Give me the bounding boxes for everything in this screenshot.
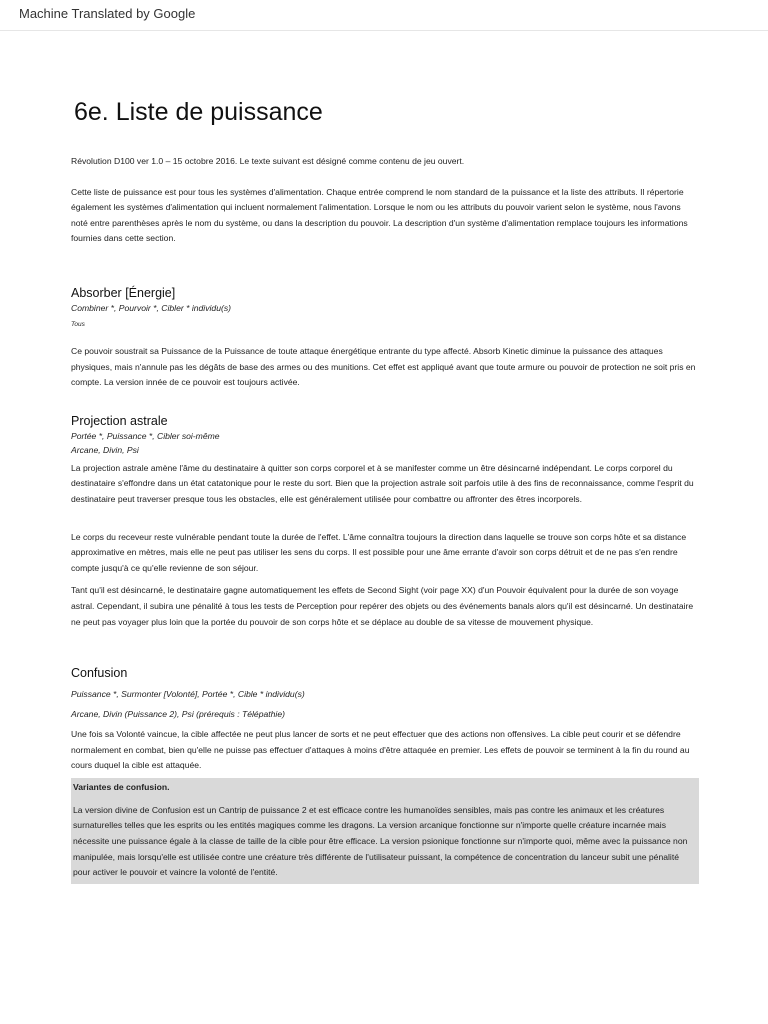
section-confusion — [71, 665, 699, 884]
confusion-systems: Arcane, Divin (Puissance 2), Psi (prérequis : Télépathie) — [71, 709, 285, 720]
section-heading-confusion: Confusion — [71, 666, 128, 681]
confusion-variants-box — [71, 778, 699, 884]
section-heading-astral-projection: Projection astrale — [71, 413, 168, 428]
absorber-attributes: Combiner *, Pourvoir *, Cibler * individu(s) — [71, 302, 231, 313]
astral-systems: Arcane, Divin, Psi — [71, 444, 139, 455]
confusion-attributes: Puissance *, Surmonter [Volonté], Portée *, Cible * individu(s) — [71, 689, 305, 700]
section-astral-projection — [71, 413, 699, 630]
intro-paragraph-description: Cette liste de puissance est pour tous les systèmes d'alimentation. Chaque entrée comprend le nom standard de la puissance et la liste des attributs. Il répertorie également les systèmes d'alimentation qui incluent normalement l'alimentation. Lorsque le nom ou les attributs du pouvoir varient selon le système, nous l'avons noté entre parenthèses après le nom du système, ou dans la description du pouvoir. La description d'un système d'alimentation remplace toujours les informations fournies dans cette section. — [71, 186, 688, 244]
section-absorber — [71, 285, 699, 391]
confusion-variants-description: La version divine de Confusion est un Cantrip de puissance 2 et est efficace contre les humanoïdes sensibles, mais pas contre les animaux et les créatures surnaturelles telles que les esprits ou les entités magiques comme les dragons. La version arcanique fonctionne sur n'importe quelle créature incarnée mais nécessite une puissance égale à la classe de taille de la cible pour être efficace. La version psionique fonctionne sur n'importe quoi, même avec la puissance non manipulée, mais lorsqu'elle est utilisée contre une créature très différente de l'utilisateur puissant, la compétence de concentration du lanceur subit une pénalité pour activer le pouvoir et vaincre la volonté de l'entité. — [73, 804, 688, 878]
astral-paragraph-1: La projection astrale amène l'âme du destinataire à quitter son corps corporel et à se manifester comme un être désincarné indépendant. Le corps corporel du destinataire s'effondre dans un état catatonique pour le reste du sort. Bien que la projection astrale soit parfois utile à des fins de reconnaissance, comme l'esprit du destinataire peut traverser presque tous les obstacles, elle est généralement utilisée pour combattre ou affronter des êtres incorporels. — [71, 462, 694, 504]
astral-attributes: Portée *, Puissance *, Cibler soi-même — [71, 430, 220, 441]
absorber-description: Ce pouvoir soustrait sa Puissance de la Puissance de toute attaque énergétique entrante du type affecté. Absorb Kinetic diminue la puissance des attaques physiques, mais n'annule pas les dégâts de base des armes ou des munitions. Cet effet est appliqué avant que toute armure ou pouvoir de protection ne soit pris en compte. La version innée de ce pouvoir est toujours activée. — [71, 345, 696, 388]
astral-paragraph-3: Tant qu'il est désincarné, le destinataire gagne automatiquement les effets de Second Sight (voir page XX) d'un Pouvoir équivalent pour la durée de son voyage astral. Cependant, il subira une pénalité à tous les tests de Perception pour repérer des objets ou des événements banals alors qu'il est désincarné. Un destinataire ne peut pas voyager plus loin que la portée du pouvoir de son corps hôte et se déplace au double de sa vitesse de mouvement physique. — [71, 585, 694, 627]
astral-paragraph-2: Le corps du receveur reste vulnérable pendant toute la durée de l'effet. L'âme connaîtra toujours la direction dans laquelle se trouve son corps hôte et sa distance approximative en mètres, mais elle ne peut pas utiliser les sens du corps. Il est possible pour une âme errante d'avoir son corps détruit et de ne pas s'en rendre compte jusqu'à ce qu'elle revienne de son séjour. — [71, 531, 687, 573]
machine-translation-banner — [0, 0, 768, 31]
confusion-variants-title: Variantes de confusion. — [73, 781, 170, 792]
absorber-systems: Tous — [71, 320, 85, 328]
document-page — [71, 96, 699, 884]
intro-paragraph-version: Révolution D100 ver 1.0 – 15 octobre 2016. Le texte suivant est désigné comme contenu de jeu ouvert. — [71, 156, 465, 166]
page-title: 6e. Liste de puissance — [74, 98, 323, 126]
section-heading-absorber: Absorber [Énergie] — [71, 285, 176, 300]
confusion-description: Une fois sa Volonté vaincue, la cible affectée ne peut plus lancer de sorts et ne peut effectuer que des actions non offensives. La cible peut courir et se défendre normalement en combat, bien qu'elle ne puisse pas effectuer d'attaques à moins d'être attaquée en premier. Les effets de pouvoir se terminent à la fin du round au cours duquel la cible est attaquée. — [71, 729, 690, 771]
banner-text: Machine Translated by Google — [19, 6, 196, 21]
